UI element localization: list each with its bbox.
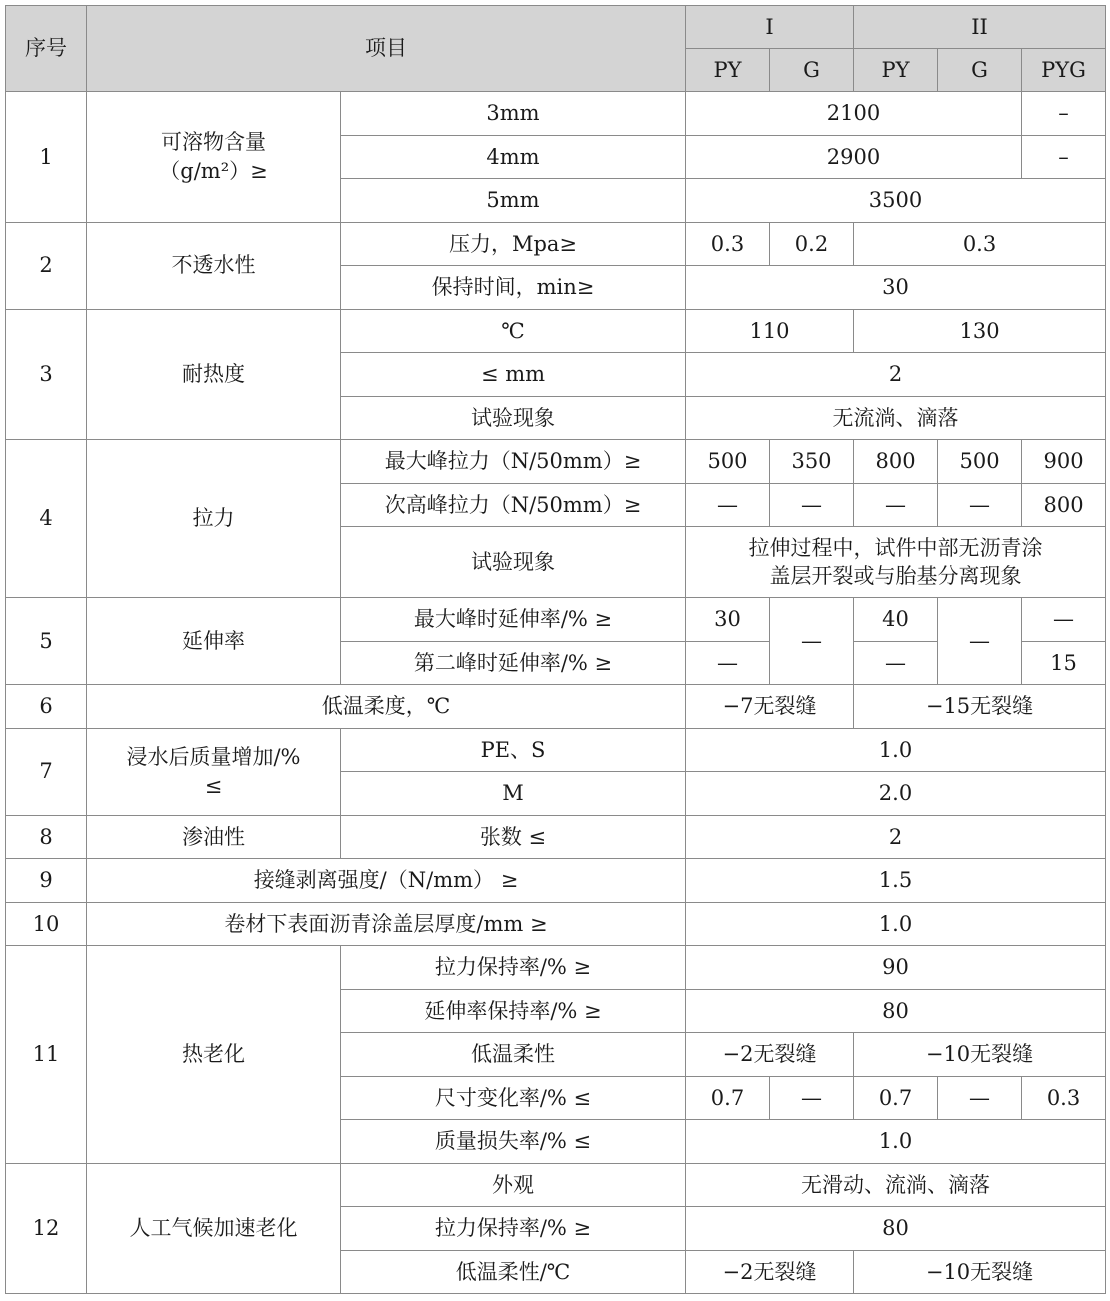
value-cell: — xyxy=(854,641,938,685)
value-cell: 0.2 xyxy=(770,222,854,266)
value-cell: 2 xyxy=(686,815,1106,859)
table-row xyxy=(6,815,1106,859)
row-number: 12 xyxy=(6,1163,87,1294)
item-name xyxy=(87,92,341,223)
header-type-I: I xyxy=(686,6,854,49)
sub-item: 质量损失率/% ≤ xyxy=(341,1120,686,1164)
value-cell: 无滑动、流淌、滴落 xyxy=(686,1163,1106,1207)
value-cell: −7无裂缝 xyxy=(686,685,854,729)
sub-item: 5mm xyxy=(341,179,686,223)
value-cell: 900 xyxy=(1022,440,1106,484)
value-cell: −15无裂缝 xyxy=(854,685,1106,729)
row-number: 7 xyxy=(6,728,87,815)
obs-line2: 盖层开裂或与胎基分离现象 xyxy=(769,564,1022,588)
table-row xyxy=(6,440,1106,484)
sub-item: 拉力保持率/% ≥ xyxy=(341,1207,686,1251)
sub-item: 最大峰时延伸率/% ≥ xyxy=(341,598,686,642)
spec-table xyxy=(5,5,1106,1294)
item-name-line2: （g/m²）≥ xyxy=(159,158,268,183)
value-cell: 80 xyxy=(686,1207,1106,1251)
sub-item: 试验现象 xyxy=(341,396,686,440)
value-cell: 500 xyxy=(686,440,770,484)
item-name: 接缝剥离强度/（N/mm） ≥ xyxy=(87,859,686,903)
item-name: 低温柔度，℃ xyxy=(87,685,686,729)
row-number: 1 xyxy=(6,92,87,223)
table-row xyxy=(6,859,1106,903)
value-cell: — xyxy=(770,1076,854,1120)
header-sub-py-2: PY xyxy=(854,49,938,92)
row-number: 5 xyxy=(6,598,87,685)
table-row xyxy=(6,685,1106,729)
table-row xyxy=(6,309,1106,353)
value-cell: 0.7 xyxy=(854,1076,938,1120)
value-cell: 0.3 xyxy=(1022,1076,1106,1120)
table-row xyxy=(6,946,1106,990)
value-cell: 1.0 xyxy=(686,902,1106,946)
sub-item: 4mm xyxy=(341,135,686,179)
sub-item: 3mm xyxy=(341,92,686,136)
item-name: 渗油性 xyxy=(87,815,341,859)
header-sub-g-1: G xyxy=(770,49,854,92)
value-cell: 0.7 xyxy=(686,1076,770,1120)
value-cell: 无流淌、滴落 xyxy=(686,396,1106,440)
table-row xyxy=(6,92,1106,136)
value-cell: −10无裂缝 xyxy=(854,1250,1106,1294)
value-cell: 15 xyxy=(1022,641,1106,685)
value-cell: 1.0 xyxy=(686,1120,1106,1164)
value-cell: 130 xyxy=(854,309,1106,353)
header-sub-py-1: PY xyxy=(686,49,770,92)
value-cell: — xyxy=(1022,598,1106,642)
header-seq: 序号 xyxy=(6,6,87,92)
table-row xyxy=(6,728,1106,772)
value-cell: 0.3 xyxy=(854,222,1106,266)
value-cell: 2900 xyxy=(686,135,1022,179)
item-name: 延伸率 xyxy=(87,598,341,685)
item-name: 热老化 xyxy=(87,946,341,1164)
sub-item: 第二峰时延伸率/% ≥ xyxy=(341,641,686,685)
value-cell: — xyxy=(686,641,770,685)
row-number: 2 xyxy=(6,222,87,309)
value-cell: 3500 xyxy=(686,179,1106,223)
value-cell: 2.0 xyxy=(686,772,1106,816)
value-cell: 30 xyxy=(686,266,1106,310)
value-cell xyxy=(686,527,1106,598)
item-name-line2: ≤ xyxy=(204,773,223,798)
value-cell: −2无裂缝 xyxy=(686,1250,854,1294)
item-name xyxy=(87,728,341,815)
item-name: 拉力 xyxy=(87,440,341,598)
sub-item: 张数 ≤ xyxy=(341,815,686,859)
value-cell: 2 xyxy=(686,353,1106,397)
header-sub-g-2: G xyxy=(938,49,1022,92)
sub-item: 次高峰拉力（N/50mm）≥ xyxy=(341,483,686,527)
value-cell: 350 xyxy=(770,440,854,484)
value-cell: 500 xyxy=(938,440,1022,484)
value-cell: — xyxy=(938,598,1022,685)
header-item: 项目 xyxy=(87,6,686,92)
sub-item: ℃ xyxy=(341,309,686,353)
item-name: 人工气候加速老化 xyxy=(87,1163,341,1294)
table-row xyxy=(6,1163,1106,1207)
table-row xyxy=(6,222,1106,266)
sub-item: 拉力保持率/% ≥ xyxy=(341,946,686,990)
sub-item: 尺寸变化率/% ≤ xyxy=(341,1076,686,1120)
row-number: 3 xyxy=(6,309,87,440)
obs-line1: 拉伸过程中，试件中部无沥青涂 xyxy=(748,535,1043,560)
value-cell: 800 xyxy=(854,440,938,484)
item-name-line1: 可溶物含量 xyxy=(161,130,266,155)
sub-item: 低温柔性/℃ xyxy=(341,1250,686,1294)
item-name: 卷材下表面沥青涂盖层厚度/mm ≥ xyxy=(87,902,686,946)
value-cell: 0.3 xyxy=(686,222,770,266)
value-cell: 80 xyxy=(686,989,1106,1033)
value-cell: — xyxy=(854,483,938,527)
value-cell: – xyxy=(1022,135,1106,179)
sub-item: 保持时间，min≥ xyxy=(341,266,686,310)
row-number: 6 xyxy=(6,685,87,729)
value-cell: — xyxy=(770,598,854,685)
table-row xyxy=(6,902,1106,946)
value-cell: 800 xyxy=(1022,483,1106,527)
value-cell: −10无裂缝 xyxy=(854,1033,1106,1077)
sub-item: PE、S xyxy=(341,728,686,772)
item-name: 耐热度 xyxy=(87,309,341,440)
header-sub-pyg: PYG xyxy=(1022,49,1106,92)
table-row xyxy=(6,598,1106,642)
value-cell: 2100 xyxy=(686,92,1022,136)
row-number: 8 xyxy=(6,815,87,859)
sub-item: 最大峰拉力（N/50mm）≥ xyxy=(341,440,686,484)
sub-item: M xyxy=(341,772,686,816)
sub-item: 低温柔性 xyxy=(341,1033,686,1077)
value-cell: 30 xyxy=(686,598,770,642)
value-cell: — xyxy=(686,483,770,527)
sub-item: 延伸率保持率/% ≥ xyxy=(341,989,686,1033)
value-cell: 110 xyxy=(686,309,854,353)
row-number: 10 xyxy=(6,902,87,946)
item-name: 不透水性 xyxy=(87,222,341,309)
value-cell: — xyxy=(770,483,854,527)
value-cell: – xyxy=(1022,92,1106,136)
sub-item: ≤ mm xyxy=(341,353,686,397)
sub-item: 外观 xyxy=(341,1163,686,1207)
value-cell: 40 xyxy=(854,598,938,642)
sub-item: 压力，Mpa≥ xyxy=(341,222,686,266)
item-name-line1: 浸水后质量增加/% xyxy=(126,745,301,770)
sub-item: 试验现象 xyxy=(341,527,686,598)
value-cell: −2无裂缝 xyxy=(686,1033,854,1077)
value-cell: — xyxy=(938,483,1022,527)
value-cell: — xyxy=(938,1076,1022,1120)
header-row-1 xyxy=(6,6,1106,49)
header-type-II: II xyxy=(854,6,1106,49)
row-number: 4 xyxy=(6,440,87,598)
row-number: 9 xyxy=(6,859,87,903)
value-cell: 1.5 xyxy=(686,859,1106,903)
row-number: 11 xyxy=(6,946,87,1164)
value-cell: 90 xyxy=(686,946,1106,990)
value-cell: 1.0 xyxy=(686,728,1106,772)
